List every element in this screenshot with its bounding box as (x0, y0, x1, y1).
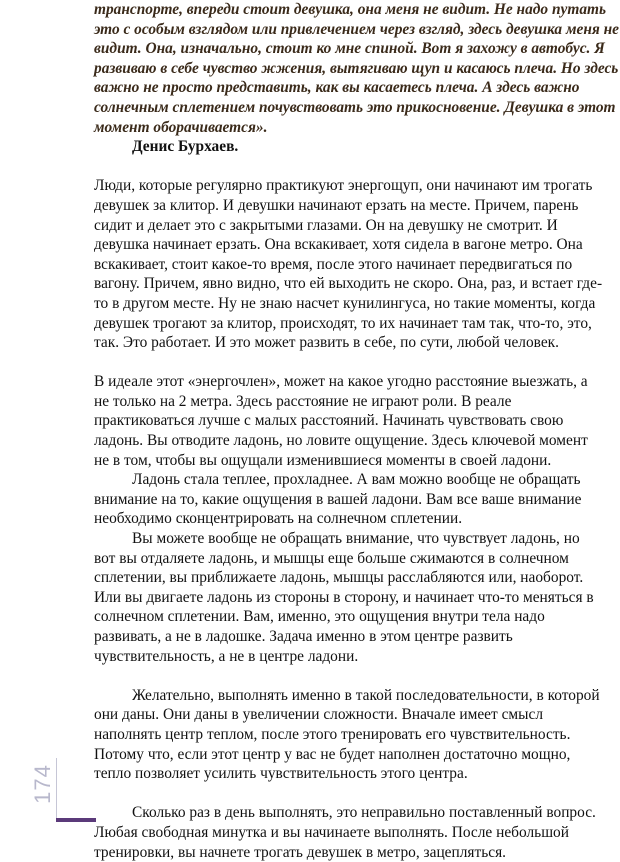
paragraph-2 (94, 372, 618, 470)
paragraph-1 (94, 176, 618, 352)
text-line: то в другом месте. Ну не знаю насчет кунилингуса, но такие моменты, когда (94, 294, 596, 312)
page-footer-accent (56, 818, 96, 822)
paragraph-5 (94, 686, 618, 784)
text-line: внимание на то, какие ощущения в вашей ладони. Вам все ваше внимание (94, 490, 582, 508)
text-line: так. Это работает. И это может развить в себе, по сути, любой человек. (94, 334, 560, 352)
text-line: Люди, которые регулярно практикуют энергощуп, они начинают им трогать (94, 177, 593, 195)
quote-line: это с особым взглядом или привлечением через взгляд, здесь девушка меня не (94, 20, 620, 38)
text-line: не только на 2 метра. Здесь расстояние не играют роли. В реале (94, 392, 512, 410)
text-line: вскакивает, стоит какое-то время, после этого начинает передвигаться по (94, 255, 573, 273)
spacer (94, 353, 618, 373)
text-line: девушек трогают за клитор, происходят, то их начинает там так, что-то, это, (94, 314, 592, 332)
text-line: практиковаться лучше с малых расстояний. Начинать чувствовать свою (94, 412, 564, 430)
paragraph-4 (94, 529, 618, 666)
text-line: Вы можете вообще не обращать внимание, что чувствует ладонь, но (132, 530, 580, 548)
text-line: чувствительность, а не в центре ладони. (94, 647, 359, 665)
quote-line: важно не просто представить, как вы касаетесь плеча. А здесь важно (94, 79, 580, 97)
text-line: наполнять центр теплом, после этого тренировать его чувствительность. (94, 725, 571, 743)
text-line: они даны. Они даны в увеличении сложности. Вначале имеет смысл (94, 706, 544, 724)
text-line: Потому что, если этот центр у вас не будет наполнен достаточно мощно, (94, 745, 571, 763)
paragraph-6 (94, 803, 618, 862)
page-number: 174 (30, 764, 55, 804)
text-line: В идеале этот «энергочлен», может на какое угодно расстояние выезжать, а (94, 373, 588, 391)
text-line: вагону. Причем, явно видно, что ей выходить не скоро. Она, раз, и встает где- (94, 275, 603, 293)
text-line: сидит и делает это с закрытыми глазами. Он на девушку не смотрит. И (94, 216, 558, 234)
text-line: ладонь. Вы отводите ладонь, но ловите ощущение. Здесь ключевой момент (94, 432, 588, 450)
text-line: Сколько раз в день выполнять, это неправильно поставленный вопрос. (132, 804, 596, 822)
text-line: девушка начинает ерзать. Она вскакивает, хотя сидела в вагоне метро. Она (94, 236, 583, 254)
text-line: развивать, а не в ладошке. Задача именно в этом центре развить (94, 628, 513, 645)
text-line: Или вы двигаете ладонь из стороны в сторону, и начинает что-то меняться в (94, 588, 594, 606)
text-line: сплетении, вы приближаете ладонь, мышцы расслабляются или, наоборот. (94, 569, 584, 587)
paragraph-3 (94, 470, 618, 529)
quote-line: транспорте, впереди стоит девушка, она меня не видит. Не надо путать (94, 1, 607, 18)
quote-line: развиваю в себе чувство жжения, вытягиваю щуп и касаюсь плеча. Но здесь (94, 59, 619, 77)
quote-line: видит. Она, изначально, стоит ко мне спиной. Вот я захожу в автобус. Я (94, 40, 605, 58)
text-line: Любая свободная минутка и вы начинаете выполнять. После небольшой (94, 823, 569, 841)
text-line: тренировки, вы начнете трогать девушек в метро, зацепляться. (94, 843, 507, 861)
text-line: необходимо сконцентрировать на солнечном сплетении. (94, 510, 463, 528)
spacer (94, 666, 618, 686)
quote-line: момент оборачивается». (94, 118, 268, 136)
page-content (94, 0, 618, 862)
quote-author: Денис Бурхаев. (132, 138, 239, 156)
text-line: девушек за клитор. И девушки начинают ерзать на месте. Причем, парень (94, 196, 579, 214)
spacer (94, 157, 618, 177)
text-line: Желательно, выполнять именно в такой последовательности, в которой (132, 686, 600, 704)
spacer (94, 784, 618, 804)
text-line: тепло позволяет усилить чувствительность этого центра. (94, 765, 468, 783)
text-line: Ладонь стала теплее, прохладнее. А вам можно вообще не обращать (132, 471, 581, 489)
quote-line: солнечным сплетением почувствовать это прикосновение. Девушка в этот (94, 98, 616, 116)
text-line: солнечном сплетении. Вам, именно, это ощущения внутри тела надо (94, 608, 545, 626)
text-line: вот вы отдаляете ладонь, и мышцы еще больше сжимаются в солнечном (94, 549, 569, 567)
quote-block (94, 0, 618, 137)
text-line: не в том, чтобы вы ощущали изменившиеся моменты в своей ладони. (94, 451, 552, 469)
